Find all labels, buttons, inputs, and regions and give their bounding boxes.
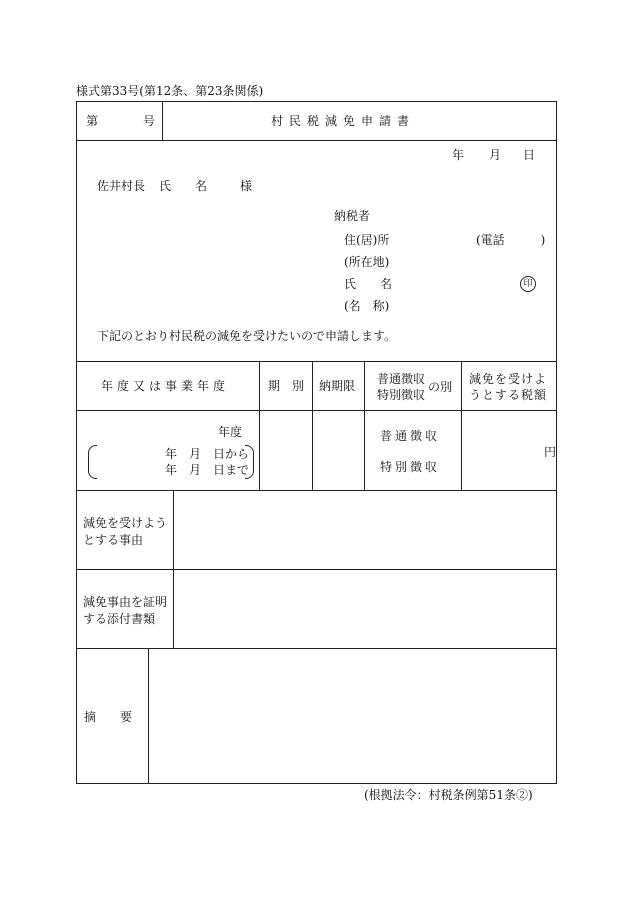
table-bottom-line (76, 490, 557, 491)
due-header: 納期限 (319, 379, 356, 393)
collect-header-normal: 普通徴収 (377, 372, 426, 386)
docs-label-line2: する添付書類 (83, 612, 156, 626)
docs-label-line1: 減免事由を証明 (83, 595, 168, 609)
mayor-label: 佐井村長 (97, 179, 146, 193)
period-to: 年 月 日まで (165, 463, 250, 477)
form-number: 様式第33号(第12条、第23条関係) (76, 84, 264, 98)
table-col-divider-1 (259, 361, 260, 490)
address-label: 住(居)所 (344, 233, 390, 247)
number-label: 第 (86, 114, 99, 128)
table-col-divider-3 (364, 361, 365, 490)
date-day: 日 (523, 148, 536, 162)
reason-bottom-line (76, 569, 557, 570)
header-vertical-divider (162, 101, 163, 140)
period-from: 年 月 日から (165, 447, 250, 461)
period-header: 期 別 (268, 379, 305, 393)
phone-label: (電話 ) (476, 233, 546, 247)
amount-header-line1: 減免を受けよ (469, 372, 548, 386)
reason-label-line1: 減免を受けよう (83, 516, 168, 530)
seal-icon: 印 (520, 276, 536, 292)
label-col-divider (173, 490, 174, 648)
intro-text: 下記のとおり村民税の減免を受けたいので申請します。 (97, 329, 397, 343)
form-title: 村民税減免申請書 (271, 114, 416, 128)
amount-header-line2: うとする税額 (469, 388, 548, 402)
applicant-name-label: 氏 名 (344, 277, 393, 291)
table-top-line (76, 361, 557, 362)
remarks-col-divider (148, 648, 149, 784)
taxpayer-label: 納税者 (334, 209, 371, 223)
table-col-divider-4 (461, 361, 462, 490)
yen-unit: 円 (544, 445, 557, 459)
special-collection: 特別徴収 (380, 460, 441, 474)
collect-header-suffix: の別 (428, 380, 453, 394)
header-divider (76, 140, 557, 141)
go-label: 号 (143, 114, 156, 128)
legal-basis: (根拠法令：村税条例第51条②) (364, 788, 533, 802)
year-header: 年度又は事業年度 (101, 379, 230, 393)
normal-collection: 普通徴収 (380, 429, 441, 443)
honorific: 様 (240, 179, 253, 193)
reason-label-line2: とする事由 (83, 533, 144, 547)
mayor-name-label: 氏 名 (159, 179, 208, 193)
nendo-label: 年度 (218, 425, 243, 439)
location-label: (所在地) (344, 255, 390, 269)
table-col-divider-2 (312, 361, 313, 490)
left-bracket (88, 445, 97, 479)
corp-name-label: (名 称) (344, 299, 390, 313)
date-month: 月 (489, 148, 502, 162)
collect-header-special: 特別徴収 (377, 388, 426, 402)
remarks-label: 摘 要 (84, 710, 133, 724)
date-year: 年 (452, 148, 465, 162)
table-header-line (76, 410, 557, 411)
